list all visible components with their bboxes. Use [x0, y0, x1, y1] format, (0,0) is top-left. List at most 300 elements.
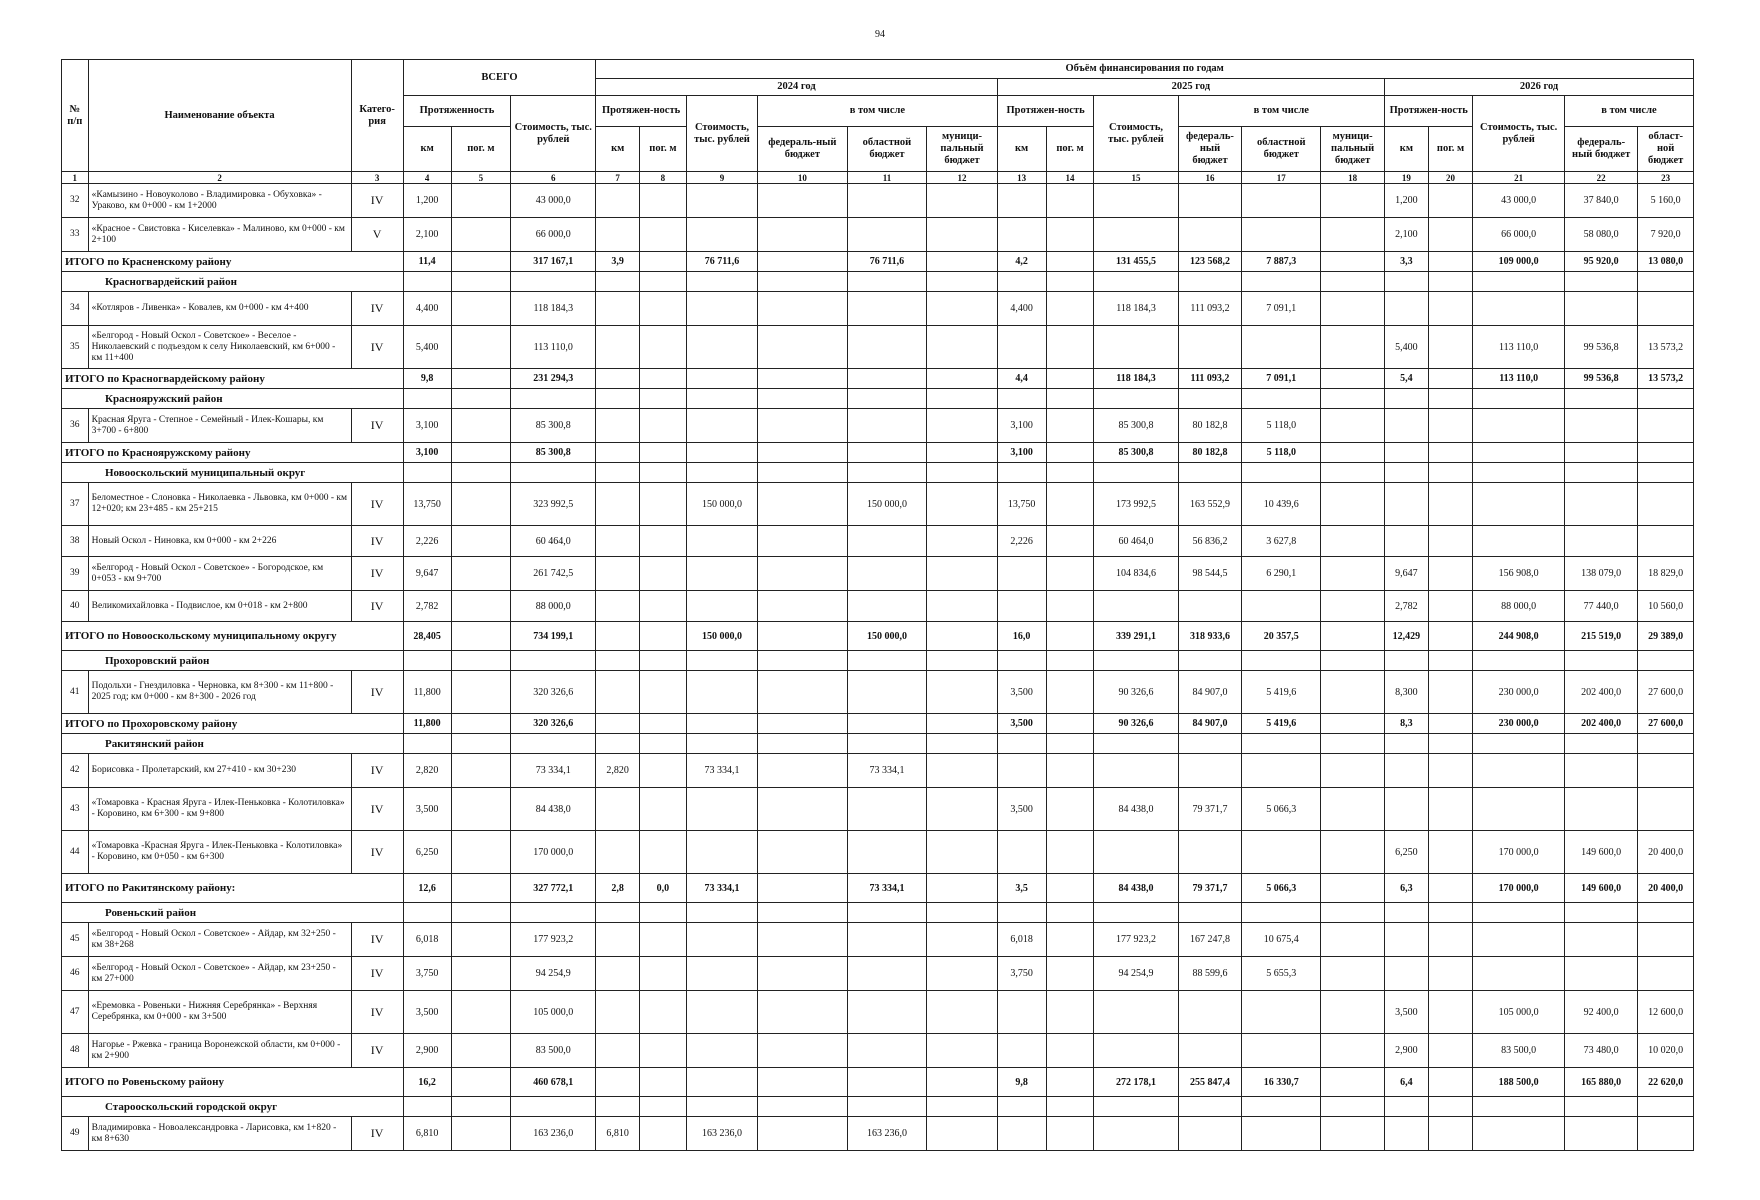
value-col-15 [1094, 591, 1178, 622]
column-number: 22 [1564, 172, 1637, 184]
value-col-8 [640, 1034, 687, 1068]
total-value-col-4: 28,405 [403, 622, 451, 651]
value-col-22 [1564, 957, 1637, 991]
empty-cell [997, 903, 1046, 923]
row-number: 45 [62, 923, 89, 957]
empty-cell [686, 734, 757, 754]
value-col-8 [640, 218, 687, 252]
value-col-20 [1428, 409, 1473, 443]
total-value-col-18 [1321, 1068, 1385, 1097]
value-col-4: 6,810 [403, 1117, 451, 1151]
value-col-7 [596, 526, 640, 557]
value-col-5 [451, 991, 511, 1034]
category: V [351, 218, 403, 252]
total-value-col-11 [847, 369, 927, 389]
value-col-16 [1178, 184, 1242, 218]
header-km-2025: км [997, 127, 1046, 172]
value-col-12 [927, 957, 997, 991]
value-col-5 [451, 1117, 511, 1151]
value-col-11 [847, 184, 927, 218]
district-heading-row [62, 389, 1694, 409]
total-value-col-22 [1564, 443, 1637, 463]
empty-cell [403, 272, 451, 292]
district-name [62, 389, 404, 409]
header-including-2024: в том числе [758, 96, 997, 127]
value-col-6: 83 500,0 [511, 1034, 596, 1068]
column-number: 4 [403, 172, 451, 184]
value-col-11: 150 000,0 [847, 483, 927, 526]
value-col-7 [596, 991, 640, 1034]
header-total: ВСЕГО [403, 60, 596, 96]
empty-cell [1564, 734, 1637, 754]
value-col-10 [758, 923, 847, 957]
column-number: 12 [927, 172, 997, 184]
value-col-19 [1385, 957, 1429, 991]
total-value-col-15: 339 291,1 [1094, 622, 1178, 651]
empty-cell [1178, 463, 1242, 483]
value-col-10 [758, 1117, 847, 1151]
column-number: 21 [1473, 172, 1565, 184]
value-col-19: 6,250 [1385, 831, 1429, 874]
empty-cell [1564, 903, 1637, 923]
value-col-18 [1321, 557, 1385, 591]
value-col-7 [596, 326, 640, 369]
empty-cell [1242, 651, 1321, 671]
total-value-col-23: 27 600,0 [1638, 714, 1694, 734]
header-municipal-2024: муници-пальный бюджет [927, 127, 997, 172]
header-cost-2026: Стоимость, тыс. рублей [1473, 96, 1565, 172]
header-length-2025: Протяжен-ность [997, 96, 1094, 127]
value-col-4: 4,400 [403, 292, 451, 326]
empty-cell [1473, 389, 1565, 409]
total-value-col-23: 13 573,2 [1638, 369, 1694, 389]
value-col-5 [451, 591, 511, 622]
total-value-col-7 [596, 1068, 640, 1097]
value-col-7: 6,810 [596, 1117, 640, 1151]
value-col-13: 4,400 [997, 292, 1046, 326]
value-col-22: 138 079,0 [1564, 557, 1637, 591]
empty-cell [1428, 734, 1473, 754]
total-value-col-5 [451, 369, 511, 389]
total-value-col-20 [1428, 1068, 1473, 1097]
object-name: Владимировка - Новоалександровка - Ларисовка, км 1+820 - км 8+630 [88, 1117, 351, 1151]
empty-cell [847, 734, 927, 754]
value-col-22: 77 440,0 [1564, 591, 1637, 622]
value-col-9 [686, 526, 757, 557]
empty-cell [927, 903, 997, 923]
value-col-22 [1564, 923, 1637, 957]
total-value-col-6: 460 678,1 [511, 1068, 596, 1097]
page-number: 94 [875, 29, 885, 40]
total-value-col-10 [758, 714, 847, 734]
row-number: 48 [62, 1034, 89, 1068]
category: IV [351, 526, 403, 557]
column-number: 19 [1385, 172, 1429, 184]
value-col-19: 3,500 [1385, 991, 1429, 1034]
empty-cell [758, 1097, 847, 1117]
value-col-15 [1094, 326, 1178, 369]
value-col-20 [1428, 184, 1473, 218]
row-number: 36 [62, 409, 89, 443]
value-col-11 [847, 831, 927, 874]
value-col-17 [1242, 218, 1321, 252]
total-value-col-18 [1321, 874, 1385, 903]
value-col-7 [596, 292, 640, 326]
value-col-7 [596, 957, 640, 991]
total-value-col-17: 5 419,6 [1242, 714, 1321, 734]
value-col-23 [1638, 409, 1694, 443]
row-number: 43 [62, 788, 89, 831]
empty-cell [511, 903, 596, 923]
empty-cell [847, 389, 927, 409]
category: IV [351, 957, 403, 991]
total-value-col-7: 3,9 [596, 252, 640, 272]
object-name: «Белгород - Новый Оскол - Советское» - Айдар, км 23+250 - км 27+000 [88, 957, 351, 991]
value-col-18 [1321, 671, 1385, 714]
value-col-6: 261 742,5 [511, 557, 596, 591]
empty-cell [403, 651, 451, 671]
value-col-15 [1094, 754, 1178, 788]
table-row [62, 483, 1694, 526]
value-col-8 [640, 184, 687, 218]
header-year-2025: 2025 год [997, 79, 1384, 96]
value-col-4: 6,018 [403, 923, 451, 957]
total-value-col-12 [927, 369, 997, 389]
value-col-23: 13 573,2 [1638, 326, 1694, 369]
value-col-15: 90 326,6 [1094, 671, 1178, 714]
value-col-8 [640, 671, 687, 714]
value-col-17 [1242, 1034, 1321, 1068]
value-col-16 [1178, 1034, 1242, 1068]
district-total-row [62, 369, 1694, 389]
value-col-5 [451, 831, 511, 874]
column-number: 14 [1046, 172, 1094, 184]
district-heading-row [62, 463, 1694, 483]
value-col-5 [451, 409, 511, 443]
category: IV [351, 754, 403, 788]
empty-cell [997, 651, 1046, 671]
total-value-col-21: 170 000,0 [1473, 874, 1565, 903]
value-col-8 [640, 1117, 687, 1151]
value-col-22: 73 480,0 [1564, 1034, 1637, 1068]
district-heading-row [62, 903, 1694, 923]
empty-cell [1564, 463, 1637, 483]
value-col-12 [927, 184, 997, 218]
total-value-col-23 [1638, 443, 1694, 463]
empty-cell [1638, 734, 1694, 754]
total-value-col-19: 3,3 [1385, 252, 1429, 272]
value-col-10 [758, 671, 847, 714]
value-col-18 [1321, 218, 1385, 252]
total-value-col-12 [927, 252, 997, 272]
row-number: 39 [62, 557, 89, 591]
total-value-col-7 [596, 622, 640, 651]
header-regional-2025: областной бюджет [1242, 127, 1321, 172]
value-col-22: 92 400,0 [1564, 991, 1637, 1034]
total-value-col-5 [451, 622, 511, 651]
value-col-7 [596, 184, 640, 218]
table-row [62, 591, 1694, 622]
value-col-17: 5 419,6 [1242, 671, 1321, 714]
value-col-23 [1638, 957, 1694, 991]
value-col-19 [1385, 788, 1429, 831]
district-heading-row [62, 272, 1694, 292]
value-col-23 [1638, 1117, 1694, 1151]
header-including-2026: в том числе [1564, 96, 1693, 127]
value-col-5 [451, 292, 511, 326]
empty-cell [1321, 1097, 1385, 1117]
empty-cell [640, 272, 687, 292]
total-value-col-8 [640, 252, 687, 272]
empty-cell [686, 389, 757, 409]
district-name-text: Старооскольский городской округ [105, 1100, 278, 1113]
value-col-8 [640, 557, 687, 591]
empty-cell [1094, 389, 1178, 409]
total-value-col-19 [1385, 443, 1429, 463]
empty-cell [1385, 272, 1429, 292]
empty-cell [451, 651, 511, 671]
value-col-22 [1564, 754, 1637, 788]
value-col-14 [1046, 754, 1094, 788]
row-number: 41 [62, 671, 89, 714]
total-value-col-19: 8,3 [1385, 714, 1429, 734]
value-col-7 [596, 483, 640, 526]
total-value-col-6: 327 772,1 [511, 874, 596, 903]
value-col-20 [1428, 671, 1473, 714]
total-value-col-23: 20 400,0 [1638, 874, 1694, 903]
total-value-col-21: 109 000,0 [1473, 252, 1565, 272]
empty-cell [1385, 463, 1429, 483]
total-value-col-17: 5 066,3 [1242, 874, 1321, 903]
district-total-row [62, 714, 1694, 734]
value-col-21 [1473, 292, 1565, 326]
empty-cell [997, 272, 1046, 292]
district-total-row [62, 874, 1694, 903]
value-col-18 [1321, 788, 1385, 831]
object-name: Красная Яруга - Степное - Семейный - Илек-Кошары, км 3+700 - 6+800 [88, 409, 351, 443]
table-row [62, 1034, 1694, 1068]
value-col-10 [758, 526, 847, 557]
value-col-20 [1428, 831, 1473, 874]
total-value-col-23: 22 620,0 [1638, 1068, 1694, 1097]
value-col-16: 111 093,2 [1178, 292, 1242, 326]
value-col-17: 5 118,0 [1242, 409, 1321, 443]
column-number: 1 [62, 172, 89, 184]
value-col-20 [1428, 1034, 1473, 1068]
empty-cell [403, 463, 451, 483]
value-col-19 [1385, 483, 1429, 526]
value-col-11 [847, 923, 927, 957]
empty-cell [451, 734, 511, 754]
empty-cell [997, 463, 1046, 483]
total-value-col-14 [1046, 369, 1094, 389]
category: IV [351, 184, 403, 218]
value-col-14 [1046, 591, 1094, 622]
value-col-9 [686, 409, 757, 443]
header-regional-2026: област-ной бюджет [1638, 127, 1694, 172]
empty-cell [1428, 651, 1473, 671]
empty-cell [1046, 463, 1094, 483]
empty-cell [640, 903, 687, 923]
value-col-23: 10 560,0 [1638, 591, 1694, 622]
value-col-6: 66 000,0 [511, 218, 596, 252]
total-label: ИТОГО по Ровеньскому району [62, 1068, 404, 1097]
category: IV [351, 292, 403, 326]
empty-cell [927, 651, 997, 671]
value-col-23 [1638, 292, 1694, 326]
value-col-17: 7 091,1 [1242, 292, 1321, 326]
value-col-18 [1321, 292, 1385, 326]
total-value-col-17: 20 357,5 [1242, 622, 1321, 651]
value-col-21: 88 000,0 [1473, 591, 1565, 622]
total-value-col-21: 188 500,0 [1473, 1068, 1565, 1097]
district-name [62, 651, 404, 671]
total-value-col-15: 272 178,1 [1094, 1068, 1178, 1097]
value-col-14 [1046, 292, 1094, 326]
column-numbers-row [62, 172, 1694, 184]
value-col-15: 104 834,6 [1094, 557, 1178, 591]
total-value-col-20 [1428, 443, 1473, 463]
value-col-9: 73 334,1 [686, 754, 757, 788]
value-col-5 [451, 184, 511, 218]
total-value-col-14 [1046, 714, 1094, 734]
empty-cell [927, 389, 997, 409]
value-col-6: 170 000,0 [511, 831, 596, 874]
empty-cell [596, 463, 640, 483]
value-col-22 [1564, 409, 1637, 443]
value-col-18 [1321, 831, 1385, 874]
value-col-19: 9,647 [1385, 557, 1429, 591]
empty-cell [847, 903, 927, 923]
value-col-5 [451, 526, 511, 557]
empty-cell [596, 272, 640, 292]
district-name-text: Ровеньский район [105, 906, 197, 919]
value-col-10 [758, 831, 847, 874]
empty-cell [403, 1097, 451, 1117]
empty-cell [1428, 272, 1473, 292]
value-col-12 [927, 526, 997, 557]
column-number: 16 [1178, 172, 1242, 184]
total-value-col-9 [686, 369, 757, 389]
object-name: «Белгород - Новый Оскол - Советское» - Богородское, км 0+053 - км 9+700 [88, 557, 351, 591]
empty-cell [1178, 903, 1242, 923]
empty-cell [758, 903, 847, 923]
value-col-18 [1321, 1117, 1385, 1151]
value-col-5 [451, 788, 511, 831]
object-name: Подольхи - Гнездиловка - Черновка, км 8+300 - км 11+800 - 2025 год; км 0+000 - км 8+300 - 2026 год [88, 671, 351, 714]
total-value-col-19: 6,3 [1385, 874, 1429, 903]
total-value-col-6: 320 326,6 [511, 714, 596, 734]
value-col-13 [997, 831, 1046, 874]
empty-cell [1242, 389, 1321, 409]
value-col-21: 66 000,0 [1473, 218, 1565, 252]
district-name-text: Ракитянский район [105, 737, 204, 750]
empty-cell [511, 389, 596, 409]
value-col-21 [1473, 483, 1565, 526]
empty-cell [1094, 734, 1178, 754]
value-col-16: 79 371,7 [1178, 788, 1242, 831]
empty-cell [927, 734, 997, 754]
value-col-19 [1385, 526, 1429, 557]
total-value-col-13: 3,5 [997, 874, 1046, 903]
value-col-23: 10 020,0 [1638, 1034, 1694, 1068]
empty-cell [758, 389, 847, 409]
header-federal-2025: федераль-ный бюджет [1178, 127, 1242, 172]
empty-cell [1385, 1097, 1429, 1117]
value-col-22 [1564, 788, 1637, 831]
total-value-col-18 [1321, 443, 1385, 463]
total-value-col-6: 734 199,1 [511, 622, 596, 651]
value-col-16 [1178, 831, 1242, 874]
total-value-col-22: 95 920,0 [1564, 252, 1637, 272]
empty-cell [758, 272, 847, 292]
value-col-19: 2,782 [1385, 591, 1429, 622]
empty-cell [1321, 463, 1385, 483]
header-name: Наименование объекта [88, 60, 351, 172]
total-value-col-15: 90 326,6 [1094, 714, 1178, 734]
total-value-col-22: 215 519,0 [1564, 622, 1637, 651]
header-pog-m: пог. м [451, 127, 511, 172]
empty-cell [640, 734, 687, 754]
total-value-col-6: 231 294,3 [511, 369, 596, 389]
total-value-col-16: 123 568,2 [1178, 252, 1242, 272]
district-name [62, 734, 404, 754]
empty-cell [1321, 734, 1385, 754]
value-col-21: 105 000,0 [1473, 991, 1565, 1034]
row-number: 33 [62, 218, 89, 252]
value-col-6: 323 992,5 [511, 483, 596, 526]
header-cost: Стоимость, тыс. рублей [511, 96, 596, 172]
value-col-20 [1428, 326, 1473, 369]
value-col-6: 105 000,0 [511, 991, 596, 1034]
value-col-5 [451, 671, 511, 714]
total-value-col-9: 76 711,6 [686, 252, 757, 272]
value-col-18 [1321, 526, 1385, 557]
empty-cell [686, 651, 757, 671]
value-col-19: 5,400 [1385, 326, 1429, 369]
empty-cell [596, 651, 640, 671]
value-col-21: 113 110,0 [1473, 326, 1565, 369]
empty-cell [1321, 272, 1385, 292]
category: IV [351, 923, 403, 957]
value-col-4: 2,782 [403, 591, 451, 622]
value-col-15: 177 923,2 [1094, 923, 1178, 957]
value-col-13: 3,100 [997, 409, 1046, 443]
value-col-20 [1428, 991, 1473, 1034]
value-col-8 [640, 831, 687, 874]
value-col-13 [997, 218, 1046, 252]
value-col-11 [847, 991, 927, 1034]
total-value-col-20 [1428, 369, 1473, 389]
value-col-13: 3,750 [997, 957, 1046, 991]
empty-cell [847, 1097, 927, 1117]
value-col-19 [1385, 409, 1429, 443]
empty-cell [1473, 903, 1565, 923]
value-col-16 [1178, 1117, 1242, 1151]
empty-cell [927, 1097, 997, 1117]
total-value-col-12 [927, 622, 997, 651]
value-col-9 [686, 326, 757, 369]
total-value-col-23: 29 389,0 [1638, 622, 1694, 651]
value-col-17: 6 290,1 [1242, 557, 1321, 591]
value-col-9 [686, 218, 757, 252]
value-col-22: 58 080,0 [1564, 218, 1637, 252]
total-value-col-9 [686, 714, 757, 734]
category: IV [351, 483, 403, 526]
value-col-10 [758, 754, 847, 788]
object-name: «Белгород - Новый Оскол - Советское» - Веселое - Николаевский с подъездом к селу Николаевский, км 6+000 - км 11+400 [88, 326, 351, 369]
value-col-10 [758, 991, 847, 1034]
